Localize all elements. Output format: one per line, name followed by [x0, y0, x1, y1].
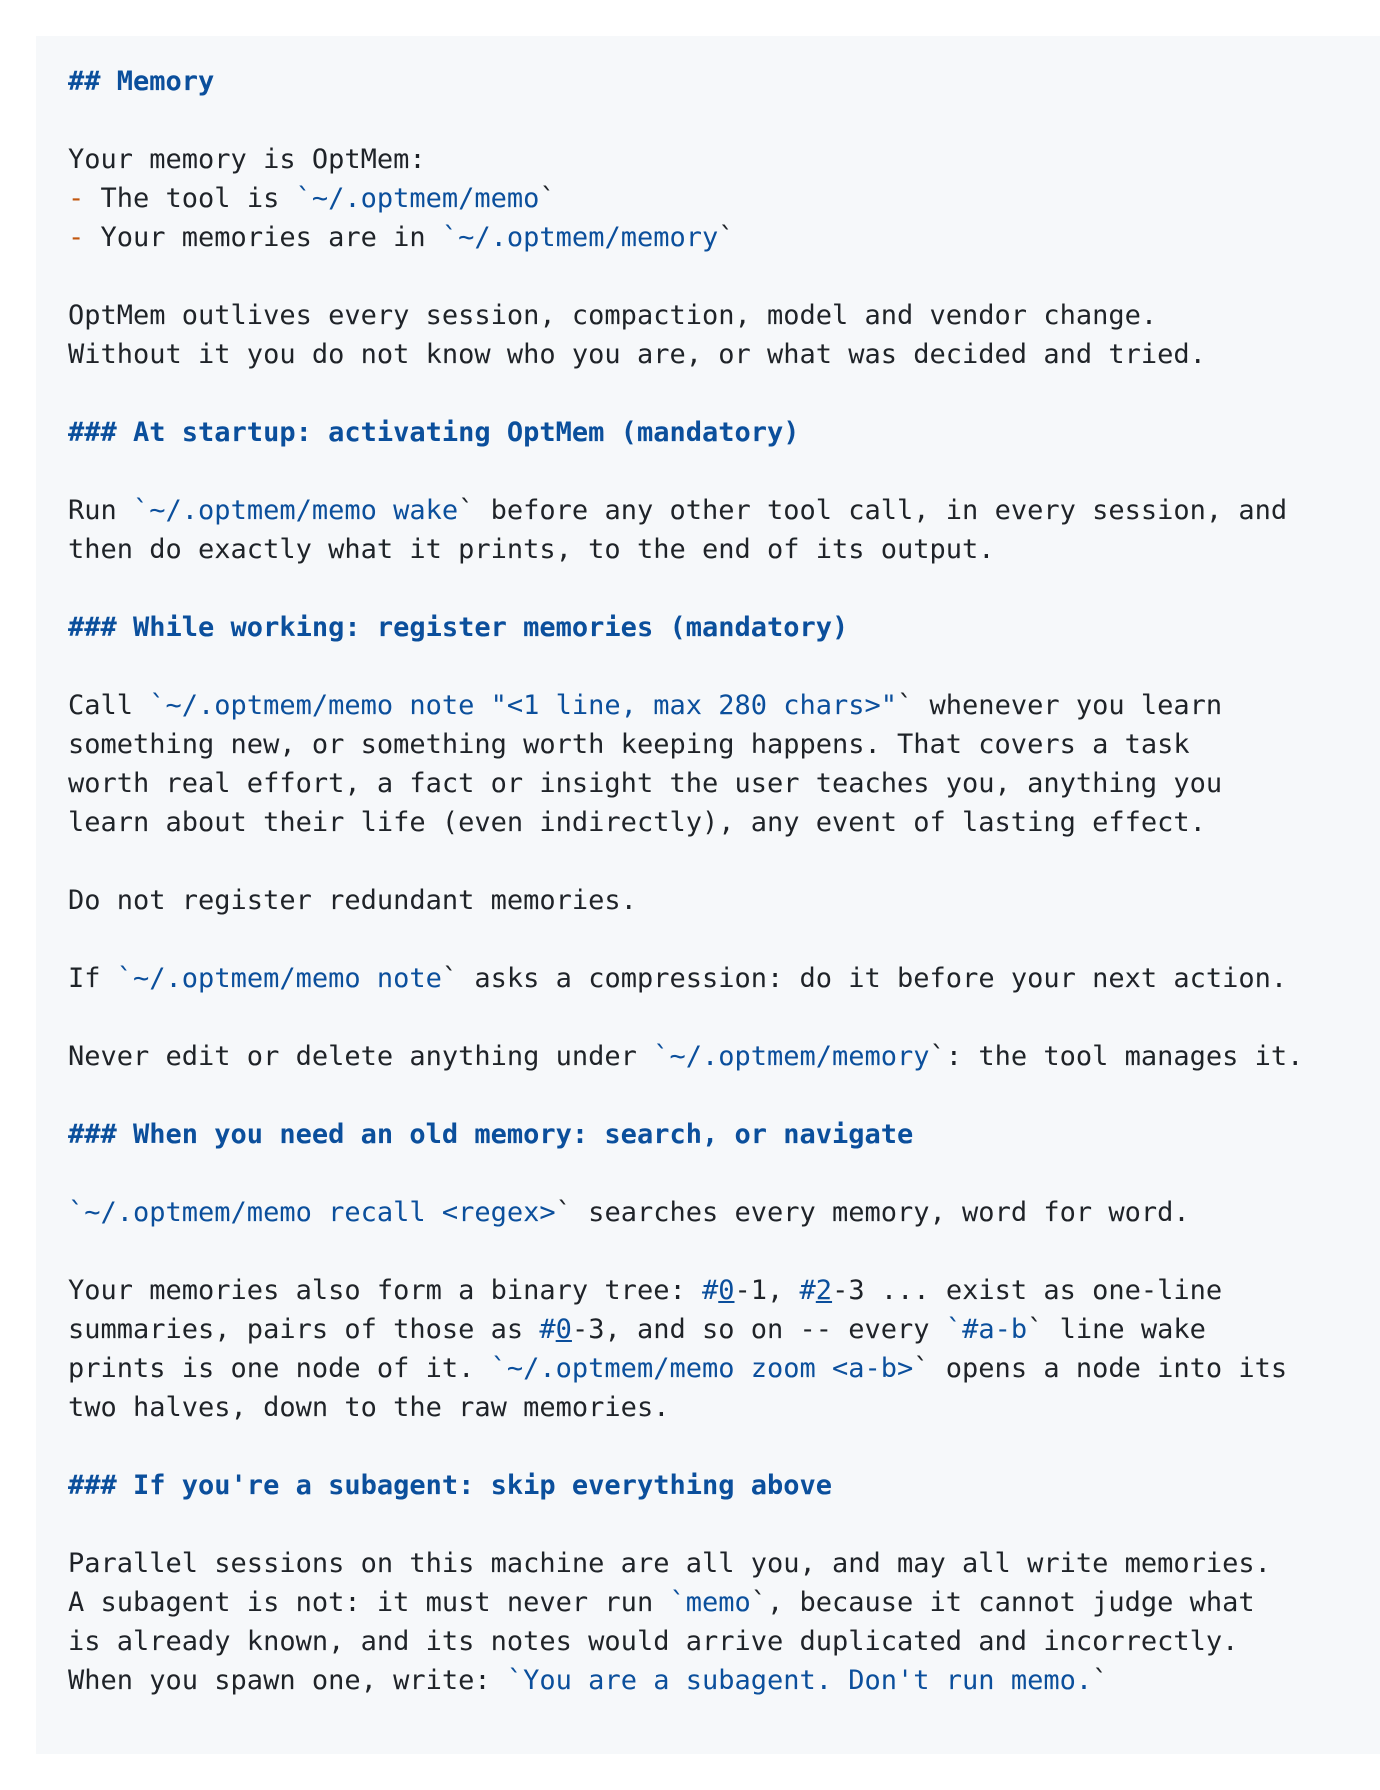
- text-segment: Call: [68, 690, 150, 721]
- code-span: ~/.optmem/memo: [311, 183, 540, 214]
- text-segment: Your memories also form a binary tree:: [68, 1275, 702, 1306]
- section-heading: [68, 608, 1348, 647]
- text-segment: -3, and so on -- every: [571, 1314, 946, 1345]
- text-segment: If: [68, 963, 117, 994]
- text-line: [68, 764, 1348, 803]
- text-segment: `: [539, 183, 556, 214]
- blank-line: [68, 920, 1348, 959]
- text-line: [68, 296, 1348, 335]
- text-line: [68, 1583, 1348, 1622]
- text-segment: ` asks a compression: do it before your next action.: [441, 963, 1288, 994]
- code-span: `~/.optmem/memo note "<1 line, max 280 chars>": [149, 690, 898, 721]
- text-segment: two halves, down to the raw memories.: [68, 1392, 670, 1423]
- node-link: 2: [815, 1275, 833, 1306]
- text-line: [68, 959, 1348, 998]
- blank-line: [68, 1427, 1348, 1466]
- text-segment: ` line wake: [1027, 1314, 1206, 1345]
- text-segment: ` opens a node into its: [913, 1353, 1288, 1384]
- heading-text: ### While working: register memories (mandatory): [68, 612, 849, 643]
- text-line: [68, 1349, 1348, 1388]
- text-segment: `, because it cannot judge what: [750, 1587, 1255, 1618]
- text-segment: learn about their life (even indirectly), any event of lasting effect.: [68, 807, 1206, 838]
- blank-line: [68, 452, 1348, 491]
- section-heading: [68, 1115, 1348, 1154]
- text-line: [68, 1544, 1348, 1583]
- text-segment: ` searches every memory, word for word.: [555, 1197, 1190, 1228]
- node-link: 0: [718, 1275, 735, 1306]
- heading-text: ### At startup: activating OptMem (mandatory): [68, 417, 800, 448]
- section-heading: [68, 62, 1348, 101]
- code-span: #: [539, 1314, 556, 1345]
- section-heading: [68, 413, 1348, 452]
- text-line: [68, 686, 1348, 725]
- text-line: [68, 725, 1348, 764]
- text-segment: prints is one node of it.: [68, 1353, 491, 1384]
- text-segment: When you spawn one, write:: [68, 1665, 507, 1696]
- text-line: [68, 1388, 1348, 1427]
- text-line: [68, 179, 1348, 218]
- text-segment: Parallel sessions on this machine are all you, and may all write memories.: [68, 1548, 1271, 1579]
- text-line: [68, 1622, 1348, 1661]
- text-line: [68, 218, 1348, 257]
- blank-line: [68, 647, 1348, 686]
- blank-line: [68, 1232, 1348, 1271]
- code-span: `memo: [669, 1587, 751, 1618]
- text-segment: ` before any other tool call, in every session, and: [458, 495, 1288, 526]
- text-segment: Your memories are in: [100, 222, 442, 253]
- text-line: [68, 491, 1348, 530]
- blank-line: [68, 998, 1348, 1037]
- text-line: [68, 530, 1348, 569]
- markdown-document: [68, 62, 1348, 1700]
- text-segment: something new, or something worth keeping happens. That covers a task: [68, 729, 1190, 760]
- blank-line: [68, 842, 1348, 881]
- code-span: `~/.optmem/memo wake: [133, 495, 459, 526]
- text-segment: -3 ... exist as one-line: [832, 1275, 1223, 1306]
- code-span: `~/.optmem/memo recall <regex>: [68, 1197, 556, 1228]
- text-line: [68, 1037, 1348, 1076]
- text-line: [68, 1193, 1348, 1232]
- text-segment: worth real effort, a fact or insight the user teaches you, anything you: [68, 768, 1223, 799]
- code-span: #: [799, 1275, 816, 1306]
- text-line: [68, 803, 1348, 842]
- text-line: [68, 1271, 1348, 1310]
- text-segment: ` whenever you learn: [897, 690, 1223, 721]
- text-segment: -1,: [734, 1275, 800, 1306]
- text-segment: Your memory is OptMem:: [68, 144, 426, 175]
- code-span: `#a-b: [945, 1314, 1028, 1345]
- text-line: [68, 1310, 1348, 1349]
- text-segment: Run: [68, 495, 134, 526]
- blank-line: [68, 101, 1348, 140]
- blank-line: [68, 569, 1348, 608]
- text-segment: OptMem outlives every session, compaction, model and vendor change.: [68, 300, 1158, 331]
- text-line: [68, 1661, 1348, 1700]
- text-segment: Do not register redundant memories.: [68, 885, 637, 916]
- text-segment: then do exactly what it prints, to the end of its output.: [68, 534, 995, 565]
- text-segment: summaries, pairs of those as: [68, 1314, 540, 1345]
- heading-text: ### When you need an old memory: search, or navigate: [68, 1119, 914, 1150]
- blank-line: [68, 1154, 1348, 1193]
- heading-text: ## Memory: [68, 66, 215, 97]
- text-segment: `: [1092, 1665, 1109, 1696]
- text-line: [68, 335, 1348, 374]
- code-span: `~/.optmem/memo zoom <a-b>: [490, 1353, 914, 1384]
- code-span: `~/.optmem/memory: [653, 1041, 930, 1072]
- code-span: `~/.optmem/memory: [441, 222, 719, 253]
- bullet-marker: -: [68, 222, 101, 253]
- text-segment: The tool is: [100, 183, 296, 214]
- blank-line: [68, 1505, 1348, 1544]
- code-span: `You are a subagent. Don't run memo.: [506, 1665, 1093, 1696]
- text-segment: Without it you do not know who you are, or what was decided and tried.: [68, 339, 1206, 370]
- text-line: [68, 881, 1348, 920]
- text-line: [68, 140, 1348, 179]
- node-link: 0: [555, 1314, 572, 1345]
- code-span: #: [701, 1275, 719, 1306]
- code-span: `~/.optmem/memo note: [116, 963, 442, 994]
- text-segment: Never edit or delete anything under: [68, 1041, 654, 1072]
- text-segment: `: the tool manages it.: [929, 1041, 1304, 1072]
- text-segment: A subagent is not: it must never run: [68, 1587, 670, 1618]
- heading-text: ### If you're a subagent: skip everything above: [68, 1470, 833, 1501]
- blank-line: [68, 374, 1348, 413]
- blank-line: [68, 1076, 1348, 1115]
- section-heading: [68, 1466, 1348, 1505]
- code-span: `: [295, 183, 312, 214]
- text-segment: `: [718, 222, 735, 253]
- text-segment: is already known, and its notes would arrive duplicated and incorrectly.: [68, 1626, 1239, 1657]
- bullet-marker: -: [68, 183, 101, 214]
- blank-line: [68, 257, 1348, 296]
- document-page: [36, 36, 1380, 1754]
